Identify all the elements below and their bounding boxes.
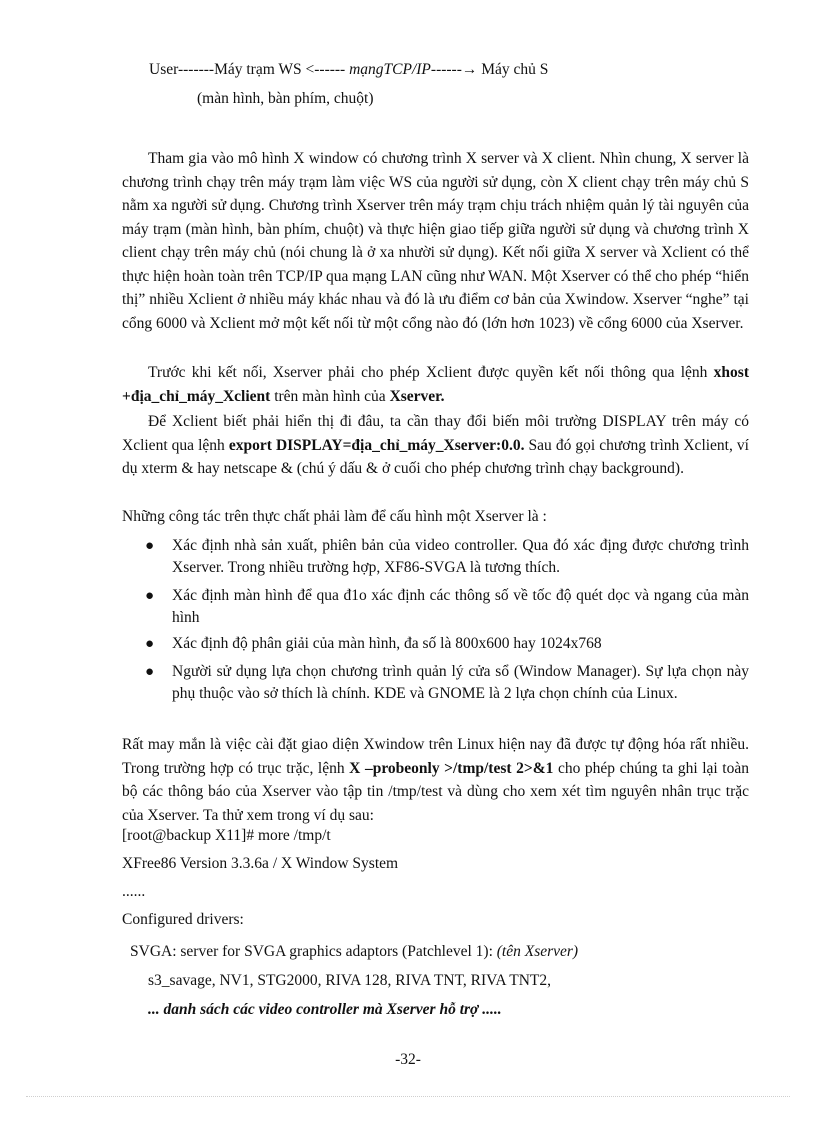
diagram-line-1	[149, 60, 548, 80]
diagram-text-network: mạngTCP/IP	[349, 61, 431, 78]
code-line-ellipsis: ......	[122, 883, 146, 900]
diagram-line-2: (màn hình, bàn phím, chuột)	[197, 90, 374, 107]
annotation-xserver-name: (tên Xserver)	[496, 943, 579, 960]
command-export-display: export DISPLAY=địa_chỉ_máy_Xserver:0.0.	[228, 436, 525, 454]
bullet-icon: ●	[145, 636, 155, 652]
code-line-svga: SVGA: server for SVGA graphics adaptors (Patchlevel 1): (tên Xserver)	[130, 943, 579, 960]
diagram-text-user: User-------Máy trạm WS <------	[149, 61, 350, 78]
list-item: ● Xác định màn hình để qua đ1o xác định các thông số về tốc độ quét dọc và ngang của màn hình	[145, 587, 749, 626]
paragraph-config-intro: Những công tác trên thực chất phải làm để cấu hình một Xserver là :	[122, 508, 547, 525]
code-line-chipsets: s3_savage, NV1, STG2000, RIVA 128, RIVA TNT, RIVA TNT2,	[148, 972, 552, 989]
diagram-text-server: ------→ Máy chủ S	[430, 61, 549, 78]
code-line-version: XFree86 Version 3.3.6a / X Window System	[122, 855, 399, 872]
paragraph-xwindow-model: Tham gia vào mô hình X window có chương trình X server và X client. Nhìn chung, X server là chương trình chạy trên máy trạm làm việc WS của người sử dụng, còn X client chạy trên máy chủ S nằm xa người sử dụng. Chương trình Xserver trên máy trạm chịu trách nhiệm quản lý tài nguyên của máy trạm (màn hình, bàn phím, chuột) và thực hiện giao tiếp giữa người sử dụng và chương trình X client chạy trên máy chủ (nói chung là ở xa nhười sử dụng). Kết nối giữa X server và Xclient có thể thực hiện hoàn toàn trên TCP/IP qua mạng LAN cũng như WAN. Một Xserver có thể cho phép “hiển thị” nhiều Xclient ở nhiều máy khác nhau và đó là ưu điểm cơ bản của Xwindow. Xserver “nghe” tại cổng 6000 và Xclient mở một kết nối từ một cổng nào đó (lớn hơn 1023) về cổng 6000 của Xserver.	[122, 150, 749, 332]
code-line-note: ... danh sách các video controller mà Xserver hỗ trợ .....	[148, 1001, 502, 1018]
bullet-icon: ●	[145, 588, 155, 604]
list-item: ● Xác định độ phân giải của màn hình, đa số là 800x600 hay 1024x768	[145, 633, 749, 655]
paragraph-xhost: Trước khi kết nối, Xserver phải cho phép Xclient được quyền kết nối thông qua lệnh xhost +địa_chỉ_máy_Xclient trên màn hình của Xserver.	[122, 364, 749, 405]
list-item: ● Người sử dụng lựa chọn chương trình quản lý cửa sổ (Window Manager). Sự lựa chọn này phụ thuộc vào sở thích là chính. KDE và GNOME là 2 lựa chọn chính của Linux.	[145, 663, 749, 702]
page-divider	[26, 1096, 790, 1097]
paragraph-probeonly: Rất may mắn là việc cài đặt giao diện Xwindow trên Linux hiện nay đã được tự động hóa rất nhiều. Trong trường hợp có trục trặc, lệnh X –probeonly >/tmp/test 2>&1 cho phép chúng ta ghi lại toàn bộ các thông báo của Xserver vào tập tin /tmp/test và dùng cho xem xét tìm nguyên nhân trục trặc của Xserver. Ta thử xem trong ví dụ sau:	[122, 736, 749, 824]
command-xhost: xhost +địa_chỉ_máy_Xclient	[122, 364, 749, 405]
bullet-icon: ●	[145, 664, 155, 680]
bullet-icon: ●	[145, 538, 155, 554]
command-probeonly: X –probeonly >/tmp/test 2>&1	[349, 759, 554, 777]
list-item: ● Xác định nhà sản xuất, phiên bản của video controller. Qua đó xác địng được chương trình Xserver. Trong nhiều trường hợp, XF86-SVGA là tương thích.	[145, 537, 749, 576]
code-line-drivers: Configured drivers:	[122, 911, 244, 928]
code-line-prompt: [root@backup X11]# more /tmp/t	[122, 827, 331, 844]
page-number: -32-	[395, 1051, 421, 1068]
paragraph-display: Để Xclient biết phải hiển thị đi đâu, ta cần thay đổi biến môi trường DISPLAY trên máy có Xclient qua lệnh export DISPLAY=địa_chỉ_máy_Xserver:0.0. Sau đó gọi chương trình Xclient, ví dụ xterm & hay netscape & (chú ý dấu & ở cuối cho phép chương trình chạy background).	[122, 413, 749, 477]
